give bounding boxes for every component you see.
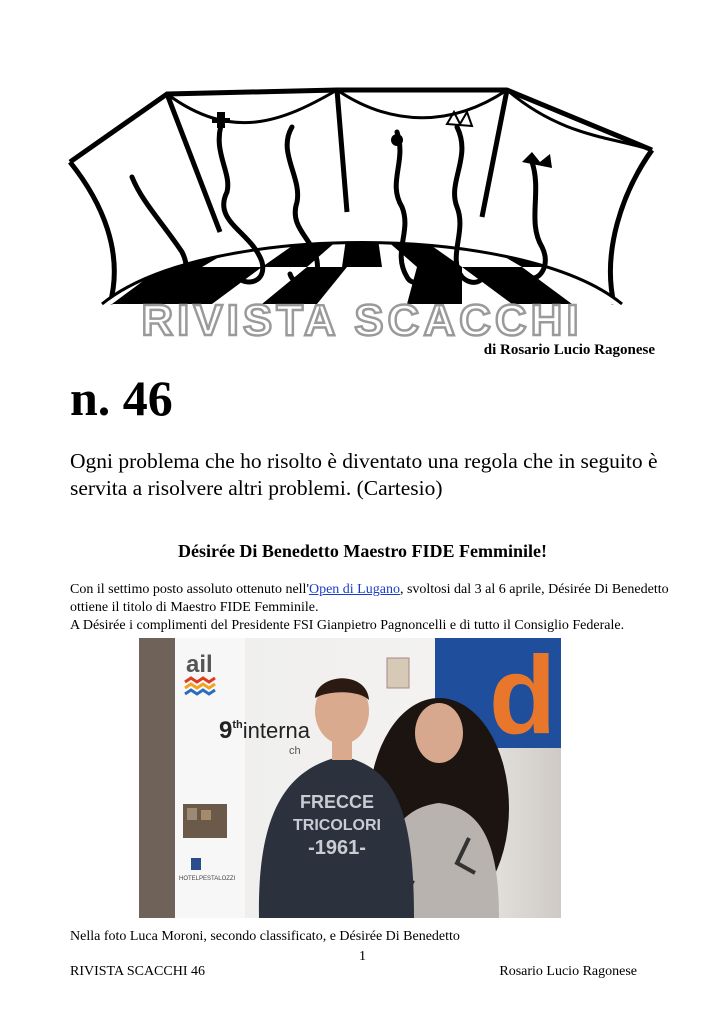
article-title: Désirée Di Benedetto Maestro FIDE Femminile! xyxy=(177,541,548,561)
hotel-logo-text: HOTELPESTALOZZI xyxy=(179,876,236,882)
sponsor-logo-text: ail xyxy=(186,651,213,678)
article-text: Con il settimo posto assoluto ottenuto nell' xyxy=(70,582,309,597)
footer-left: RIVISTA SCACCHI 46 xyxy=(70,964,206,979)
open-lugano-link[interactable]: Open di Lugano xyxy=(308,582,400,597)
epigraph-quote: Ogni problema che ho risolto è diventato una regola che in seguito è servita a risolvere altri problemi. (Cartesio) xyxy=(70,449,658,500)
issue-number: n. 46 xyxy=(70,370,173,426)
shirt-text-1: FRECCE xyxy=(299,792,375,812)
page-number: 1 xyxy=(359,949,366,964)
footer-right: Rosario Lucio Ragonese xyxy=(499,964,637,979)
article-photo xyxy=(139,638,561,918)
shirt-text-2: TRICOLORI xyxy=(293,817,381,834)
blue-banner-text: d xyxy=(489,638,557,757)
author-line: di Rosario Lucio Ragonese xyxy=(483,342,655,358)
banner-suffix: th xyxy=(232,719,243,731)
photo-caption: Nella foto Luca Moroni, secondo classificato, e Désirée Di Benedetto xyxy=(70,929,460,944)
article-text: A Désirée i complimenti del Presidente FSI Gianpietro Pagnoncelli e di tutto il Consiglio Federale. xyxy=(70,618,625,633)
banner-number: 9 xyxy=(219,717,233,744)
logo-wordmark: RIVISTA SCACCHI xyxy=(141,296,583,344)
article-text: , svoltosi dal 3 al 6 aprile, Désirée Di Benedetto ottiene il titolo di Maestro FIDE Femminile. xyxy=(70,582,669,615)
magazine-logo xyxy=(62,82,662,344)
banner-text: interna xyxy=(242,718,311,743)
article-body xyxy=(70,581,670,635)
shirt-text-3: -1961- xyxy=(308,837,366,859)
banner-small-text: ch xyxy=(289,745,301,757)
